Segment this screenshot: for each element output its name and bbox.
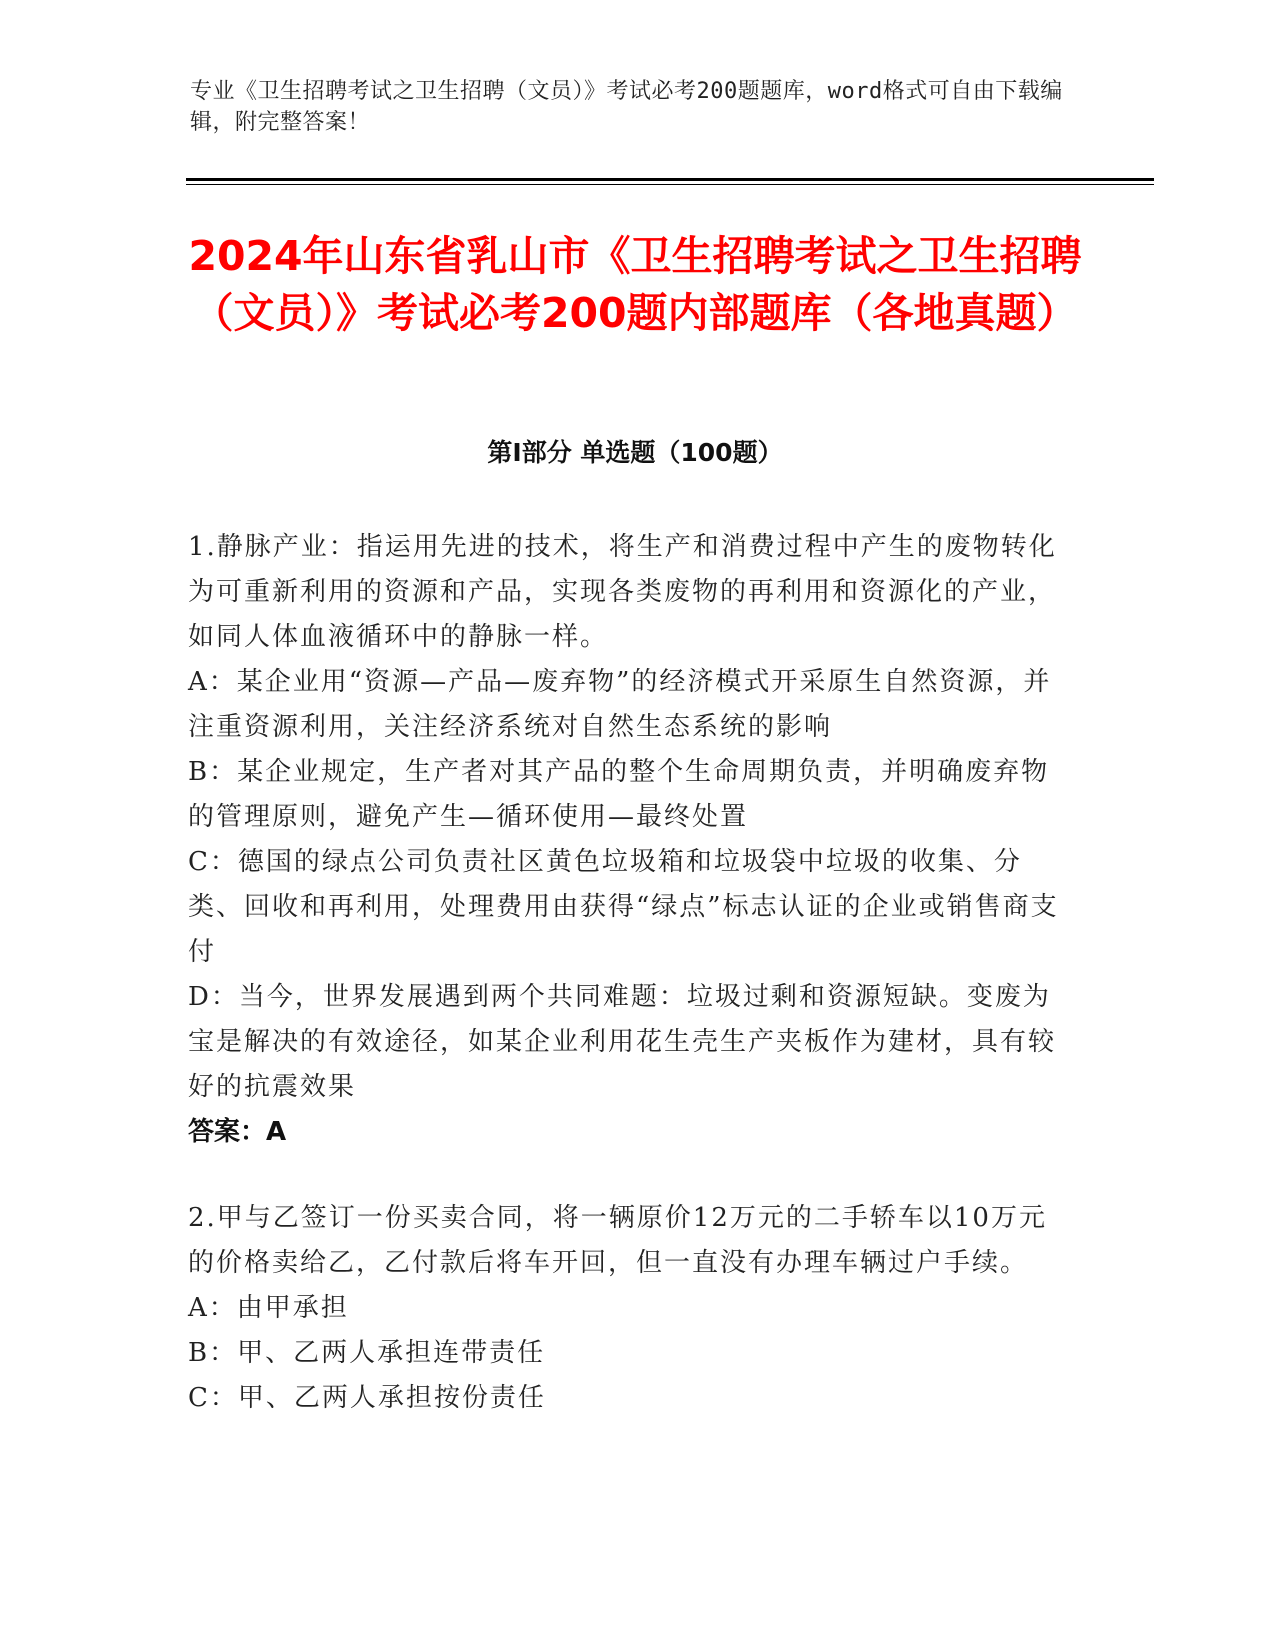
question-stem: 2.甲与乙签订一份买卖合同，将一辆原价12万元的二手轿车以10万元的价格卖给乙，乙付款后将车开回，但一直没有办理车辆过户手续。 [188, 1203, 1047, 1278]
question-stem: 1.静脉产业：指运用先进的技术，将生产和消费过程中产生的废物转化为可重新利用的资源和产品，实现各类废物的再利用和资源化的产业，如同人体血液循环中的静脉一样。 [188, 532, 1057, 652]
question-1 [188, 525, 1068, 1155]
option-b: B：某企业规定，生产者对其产品的整个生命周期负责，并明确废弃物的管理原则，避免产生—循环使用—最终处置 [188, 757, 1050, 832]
option-c: C：甲、乙两人承担按份责任 [188, 1383, 546, 1413]
option-a: A：某企业用“资源—产品—废弃物”的经济模式开采原生自然资源，并注重资源利用，关注经济系统对自然生态系统的影响 [188, 667, 1052, 742]
header-note: 专业《卫生招聘考试之卫生招聘（文员）》考试必考200题题库，word格式可自由下载编辑，附完整答案！ [190, 79, 1063, 135]
option-a: A：由甲承担 [188, 1293, 349, 1323]
document-title: 2024年山东省乳山市《卫生招聘考试之卫生招聘（文员）》考试必考200题内部题库（各地真题） [188, 232, 1082, 337]
header-divider-thick [186, 178, 1154, 181]
header-divider-thin [186, 184, 1154, 185]
option-c: C：德国的绿点公司负责社区黄色垃圾箱和垃圾袋中垃圾的收集、分类、回收和再利用，处理费用由获得“绿点”标志认证的企业或销售商支付 [188, 847, 1059, 967]
question-2 [188, 1196, 1068, 1421]
option-d: D：当今，世界发展遇到两个共同难题：垃圾过剩和资源短缺。变废为宝是解决的有效途径，如某企业利用花生壳生产夹板作为建材，具有较好的抗震效果 [188, 982, 1057, 1102]
answer-label: 答案：A [188, 1117, 287, 1147]
section-heading: 第Ⅰ部分 单选题（100题） [487, 438, 783, 467]
option-b: B：甲、乙两人承担连带责任 [188, 1338, 546, 1368]
